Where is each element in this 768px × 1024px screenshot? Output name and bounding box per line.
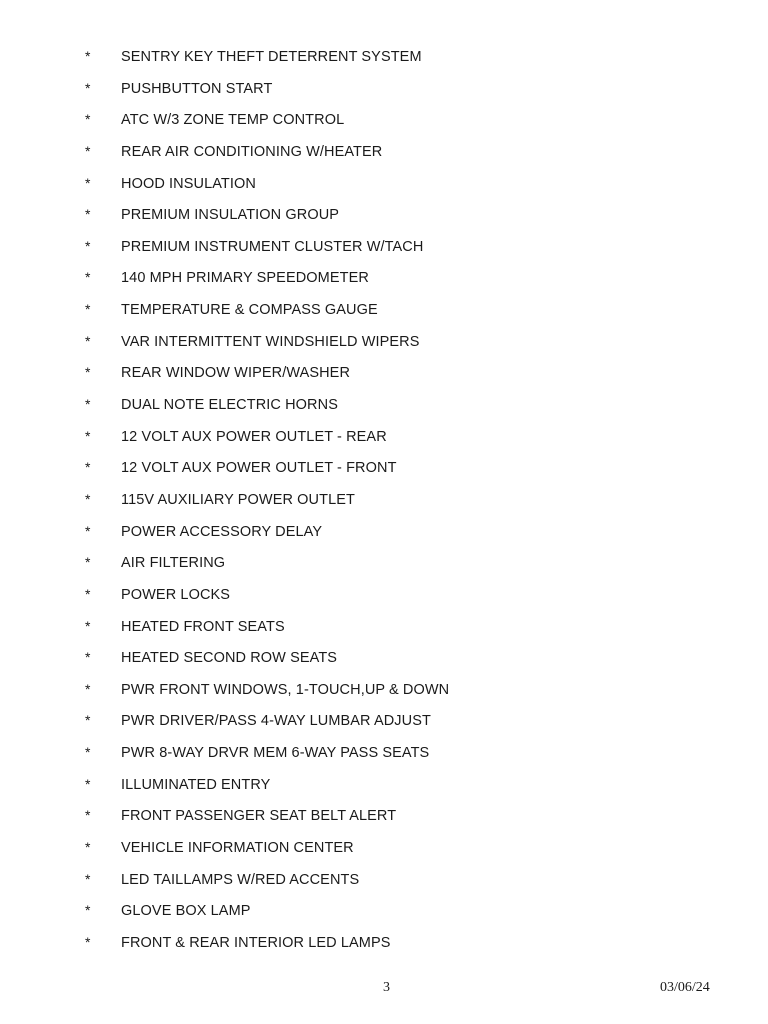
bullet-asterisk: *	[85, 933, 91, 950]
page-number: 3	[383, 980, 390, 995]
bullet-asterisk: *	[85, 839, 91, 856]
bullet-asterisk: *	[85, 554, 91, 571]
bullet-asterisk: *	[85, 649, 91, 666]
feature-label: VEHICLE INFORMATION CENTER	[121, 840, 354, 857]
feature-label: POWER LOCKS	[121, 586, 231, 603]
bullet-asterisk: *	[85, 79, 91, 96]
bullet-asterisk: *	[85, 680, 91, 697]
bullet-asterisk: *	[85, 301, 91, 318]
feature-label: AIR FILTERING	[121, 555, 226, 572]
bullet-asterisk: *	[85, 902, 91, 919]
feature-label: HEATED SECOND ROW SEATS	[121, 650, 338, 667]
bullet-asterisk: *	[85, 48, 91, 64]
bullet-asterisk: *	[85, 712, 91, 729]
feature-label: 115V AUXILIARY POWER OUTLET	[121, 491, 355, 508]
feature-label: TEMPERATURE & COMPASS GAUGE	[121, 302, 378, 319]
feature-label: 12 VOLT AUX POWER OUTLET - REAR	[121, 428, 387, 445]
feature-label: ATC W/3 ZONE TEMP CONTROL	[121, 112, 345, 129]
feature-label: VAR INTERMITTENT WINDSHIELD WIPERS	[121, 333, 420, 350]
bullet-asterisk: *	[85, 459, 91, 476]
bullet-asterisk: *	[85, 617, 91, 634]
feature-label: REAR AIR CONDITIONING W/HEATER	[121, 143, 383, 160]
bullet-asterisk: *	[85, 775, 91, 792]
bullet-asterisk: *	[85, 269, 91, 286]
bullet-asterisk: *	[85, 206, 91, 223]
bullet-asterisk: *	[85, 870, 91, 887]
bullet-asterisk: *	[85, 585, 91, 602]
bullet-asterisk: *	[85, 396, 91, 413]
feature-label: 140 MPH PRIMARY SPEEDOMETER	[121, 270, 369, 287]
feature-label: PREMIUM INSULATION GROUP	[121, 207, 340, 224]
feature-label: ILLUMINATED ENTRY	[121, 776, 271, 793]
bullet-asterisk: *	[85, 332, 91, 349]
feature-label: POWER ACCESSORY DELAY	[121, 523, 323, 540]
feature-label: FRONT PASSENGER SEAT BELT ALERT	[121, 808, 397, 825]
feature-label: SENTRY KEY THEFT DETERRENT SYSTEM	[121, 49, 422, 65]
feature-label: PUSHBUTTON START	[121, 80, 273, 97]
bullet-asterisk: *	[85, 490, 91, 507]
feature-label: DUAL NOTE ELECTRIC HORNS	[121, 397, 338, 414]
feature-label: GLOVE BOX LAMP	[121, 903, 251, 920]
feature-label: PWR 8-WAY DRVR MEM 6-WAY PASS SEATS	[121, 745, 430, 762]
bullet-asterisk: *	[85, 237, 91, 254]
bullet-asterisk: *	[85, 807, 91, 824]
feature-label: FRONT & REAR INTERIOR LED LAMPS	[121, 934, 391, 951]
feature-label: PWR FRONT WINDOWS, 1-TOUCH,UP & DOWN	[121, 681, 450, 698]
feature-label: HOOD INSULATION	[121, 175, 256, 192]
feature-label: LED TAILLAMPS W/RED ACCENTS	[121, 871, 360, 888]
feature-label: PREMIUM INSTRUMENT CLUSTER W/TACH	[121, 238, 424, 255]
feature-label: PWR DRIVER/PASS 4-WAY LUMBAR ADJUST	[121, 713, 431, 730]
feature-label: REAR WINDOW WIPER/WASHER	[121, 365, 351, 382]
bullet-asterisk: *	[85, 111, 91, 128]
feature-label: 12 VOLT AUX POWER OUTLET - FRONT	[121, 460, 397, 477]
bullet-asterisk: *	[85, 364, 91, 381]
bullet-asterisk: *	[85, 142, 91, 159]
bullet-asterisk: *	[85, 522, 91, 539]
feature-label: HEATED FRONT SEATS	[121, 618, 285, 635]
bullet-asterisk: *	[85, 174, 91, 191]
bullet-asterisk: *	[85, 427, 91, 444]
bullet-asterisk: *	[85, 744, 91, 761]
page-date: 03/06/24	[660, 980, 710, 995]
